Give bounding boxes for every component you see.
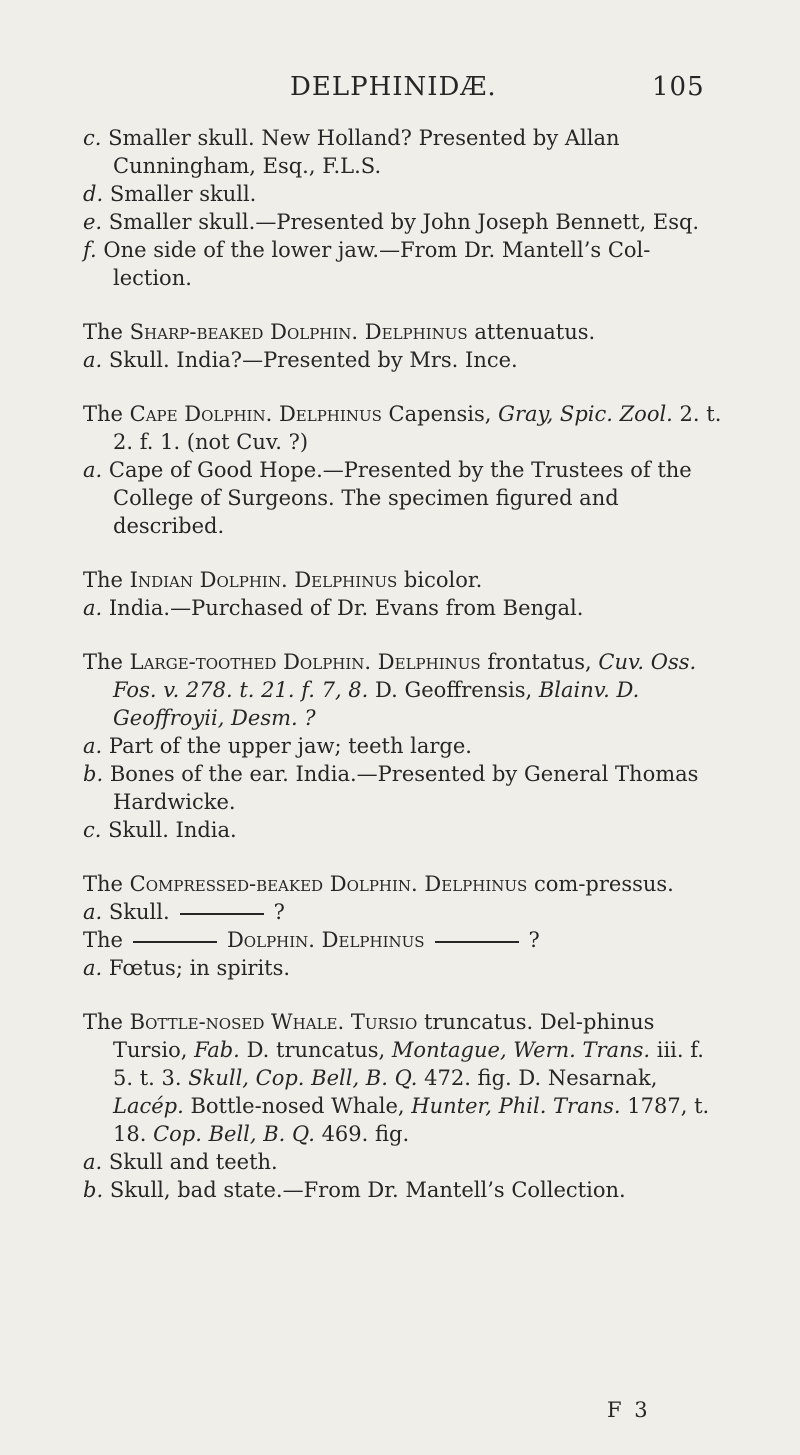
running-title: DELPHINIDÆ. [290, 72, 497, 102]
list-item: a. Skull. India?—Presented by Mrs. Ince. [83, 348, 518, 372]
species-heading: The Dolphin. Delphinus ? [83, 928, 540, 952]
blank-rule [180, 913, 264, 915]
species-heading: The Large-toothed Dolphin. Delphinus frontatus, Cuv. Oss. Fos. v. 278. t. 21. f. 7, 8. D. Geoffrensis, Blainv. D. Geoffroyii, Desm. ? [83, 650, 697, 730]
list-item: f. One side of the lower jaw.—From Dr. Mantell’s Col-lection. [83, 238, 651, 290]
list-item: c. Smaller skull. New Holland? Presented by Allan Cunningham, Esq., F.L.S. [83, 126, 620, 178]
page-number: 105 [652, 72, 705, 102]
species-heading: The Indian Dolphin. Delphinus bicolor. [83, 568, 483, 592]
list-item: a. Skull. ? [83, 900, 285, 924]
species-heading: The Compressed-beaked Dolphin. Delphinus com-pressus. [83, 872, 674, 896]
blank-rule [133, 941, 217, 943]
list-item: a. Skull and teeth. [83, 1150, 278, 1174]
list-item: a. Cape of Good Hope.—Presented by the Trustees of the College of Surgeons. The specimen figured and described. [83, 458, 692, 538]
species-section-bottle-nosed [83, 1008, 723, 1204]
species-section-sharp-beaked [83, 318, 723, 374]
list-item: a. India.—Purchased of Dr. Evans from Bengal. [83, 596, 584, 620]
list-item: b. Skull, bad state.—From Dr. Mantell’s Collection. [83, 1178, 626, 1202]
list-item: e. Smaller skull.—Presented by John Joseph Bennett, Esq. [83, 210, 700, 234]
species-heading: The Sharp-beaked Dolphin. Delphinus attenuatus. [83, 320, 596, 344]
list-item: d. Smaller skull. [83, 182, 257, 206]
species-section-indian [83, 566, 723, 622]
running-head [0, 66, 800, 110]
page-content [83, 124, 723, 1204]
species-section-large-toothed [83, 648, 723, 844]
species-heading: The Cape Dolphin. Delphinus Capensis, Gray, Spic. Zool. 2. t. 2. f. 1. (not Cuv. ?) [83, 402, 722, 454]
signature-mark: F 3 [607, 1398, 651, 1422]
species-heading: The Bottle-nosed Whale. Tursio truncatus. Del-phinus Tursio, Fab. D. truncatus, Montague, Wern. Trans. iii. f. 5. t. 3. Skull, Cop. Bell, B. Q. 472. fig. D. Nesarnak, Lacép. Bottle-nosed Whale, Hunter, Phil. Trans. 1787, t. 18. Cop. Bell, B. Q. 469. fig. [83, 1010, 710, 1146]
list-item: a. Fœtus; in spirits. [83, 956, 291, 980]
list-item: a. Part of the upper jaw; teeth large. [83, 734, 472, 758]
species-section-compressed [83, 870, 723, 982]
list-item: b. Bones of the ear. India.—Presented by General Thomas Hardwicke. [83, 762, 699, 814]
species-section-cape [83, 400, 723, 540]
list-item: c. Skull. India. [83, 818, 237, 842]
blank-rule [435, 941, 519, 943]
